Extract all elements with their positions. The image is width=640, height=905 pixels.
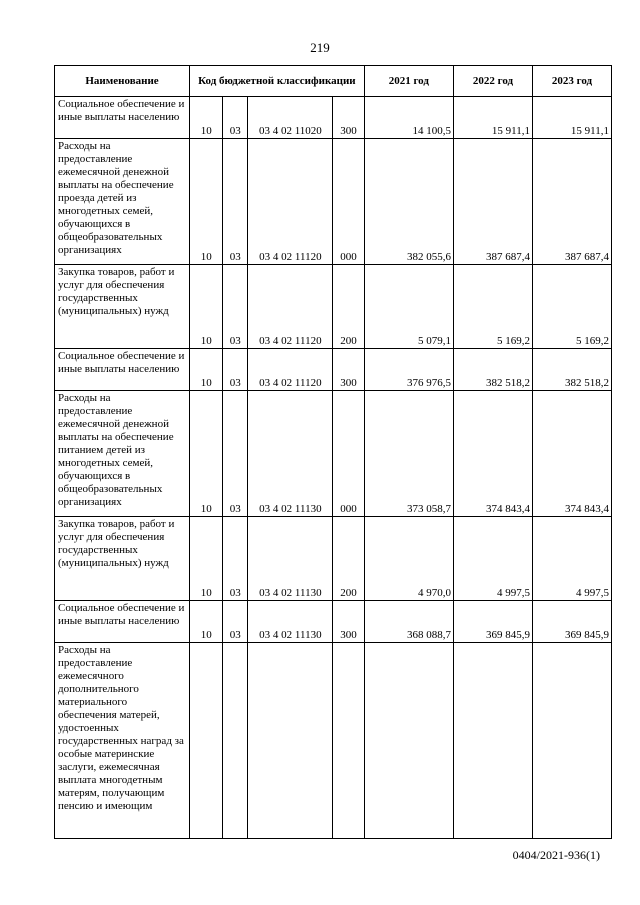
row-target-article: 03 4 02 11130 — [248, 601, 333, 643]
row-value-2023: 374 843,4 — [532, 391, 611, 517]
row-value-2021: 368 088,7 — [364, 601, 453, 643]
row-subsection — [223, 643, 248, 839]
row-expense-type: 000 — [333, 391, 364, 517]
row-target-article: 03 4 02 11130 — [248, 391, 333, 517]
page-number: 219 — [310, 40, 330, 55]
row-expense-type: 200 — [333, 265, 364, 349]
row-value-2023: 15 911,1 — [532, 97, 611, 139]
row-value-2021: 4 970,0 — [364, 517, 453, 601]
row-expense-type: 300 — [333, 97, 364, 139]
row-subsection: 03 — [223, 391, 248, 517]
row-target-article: 03 4 02 11120 — [248, 349, 333, 391]
header-2023: 2023 год — [532, 66, 611, 97]
row-subsection: 03 — [223, 139, 248, 265]
row-target-article: 03 4 02 11020 — [248, 97, 333, 139]
header-2021: 2021 год — [364, 66, 453, 97]
row-value-2022: 382 518,2 — [454, 349, 533, 391]
row-value-2021: 376 976,5 — [364, 349, 453, 391]
row-target-article: 03 4 02 11120 — [248, 265, 333, 349]
table-row — [55, 601, 612, 643]
row-expense-type — [333, 643, 364, 839]
row-name: Социальное обеспечение и иные выплаты населению — [55, 97, 190, 139]
row-section: 10 — [190, 97, 223, 139]
row-name: Закупка товаров, работ и услуг для обеспечения государственных (муниципальных) нужд — [55, 265, 190, 349]
row-expense-type: 300 — [333, 349, 364, 391]
row-subsection: 03 — [223, 97, 248, 139]
row-target-article: 03 4 02 11120 — [248, 139, 333, 265]
row-value-2022: 4 997,5 — [454, 517, 533, 601]
row-name: Расходы на предоставление ежемесячной денежной выплаты на обеспечение питанием детей из многодетных семей, обучающихся в общеобразовательных организациях — [55, 391, 190, 517]
row-subsection: 03 — [223, 517, 248, 601]
document-code: 0404/2021-936(1) — [512, 848, 600, 862]
row-name: Расходы на предоставление ежемесячного дополнительного материального обеспечения матерей, удостоенных государственных наград за особые материнские заслуги, ежемесячная выплата многодетным матерям, получающим пенсию и имеющим — [55, 643, 190, 839]
row-subsection: 03 — [223, 349, 248, 391]
table-row — [55, 349, 612, 391]
row-name: Расходы на предоставление ежемесячной денежной выплаты на обеспечение проезда детей из многодетных семей, обучающихся в общеобразовательных организациях — [55, 139, 190, 265]
budget-table — [54, 65, 612, 839]
row-expense-type: 200 — [333, 517, 364, 601]
row-name: Закупка товаров, работ и услуг для обеспечения государственных (муниципальных) нужд — [55, 517, 190, 601]
header-code: Код бюджетной классификации — [190, 66, 365, 97]
row-target-article — [248, 643, 333, 839]
header-name: Наименование — [55, 66, 190, 97]
row-section: 10 — [190, 139, 223, 265]
row-value-2023: 387 687,4 — [532, 139, 611, 265]
table-row — [55, 97, 612, 139]
row-value-2021: 5 079,1 — [364, 265, 453, 349]
row-value-2022: 5 169,2 — [454, 265, 533, 349]
table-row — [55, 517, 612, 601]
row-subsection: 03 — [223, 601, 248, 643]
row-value-2022: 374 843,4 — [454, 391, 533, 517]
row-name: Социальное обеспечение и иные выплаты населению — [55, 601, 190, 643]
table-row — [55, 139, 612, 265]
row-subsection: 03 — [223, 265, 248, 349]
row-value-2023: 369 845,9 — [532, 601, 611, 643]
row-section: 10 — [190, 391, 223, 517]
row-value-2022: 387 687,4 — [454, 139, 533, 265]
row-name: Социальное обеспечение и иные выплаты населению — [55, 349, 190, 391]
row-target-article: 03 4 02 11130 — [248, 517, 333, 601]
row-value-2023: 5 169,2 — [532, 265, 611, 349]
row-value-2022 — [454, 643, 533, 839]
row-section: 10 — [190, 517, 223, 601]
row-expense-type: 300 — [333, 601, 364, 643]
row-value-2023 — [532, 643, 611, 839]
header-2022: 2022 год — [454, 66, 533, 97]
row-value-2023: 382 518,2 — [532, 349, 611, 391]
table-row — [55, 643, 612, 839]
row-section — [190, 643, 223, 839]
table-row — [55, 265, 612, 349]
row-section: 10 — [190, 265, 223, 349]
row-section: 10 — [190, 601, 223, 643]
row-value-2022: 15 911,1 — [454, 97, 533, 139]
row-value-2022: 369 845,9 — [454, 601, 533, 643]
row-section: 10 — [190, 349, 223, 391]
row-value-2021: 14 100,5 — [364, 97, 453, 139]
table-header-row — [55, 66, 612, 97]
row-value-2023: 4 997,5 — [532, 517, 611, 601]
row-value-2021: 382 055,6 — [364, 139, 453, 265]
row-expense-type: 000 — [333, 139, 364, 265]
row-value-2021 — [364, 643, 453, 839]
table-row — [55, 391, 612, 517]
row-value-2021: 373 058,7 — [364, 391, 453, 517]
